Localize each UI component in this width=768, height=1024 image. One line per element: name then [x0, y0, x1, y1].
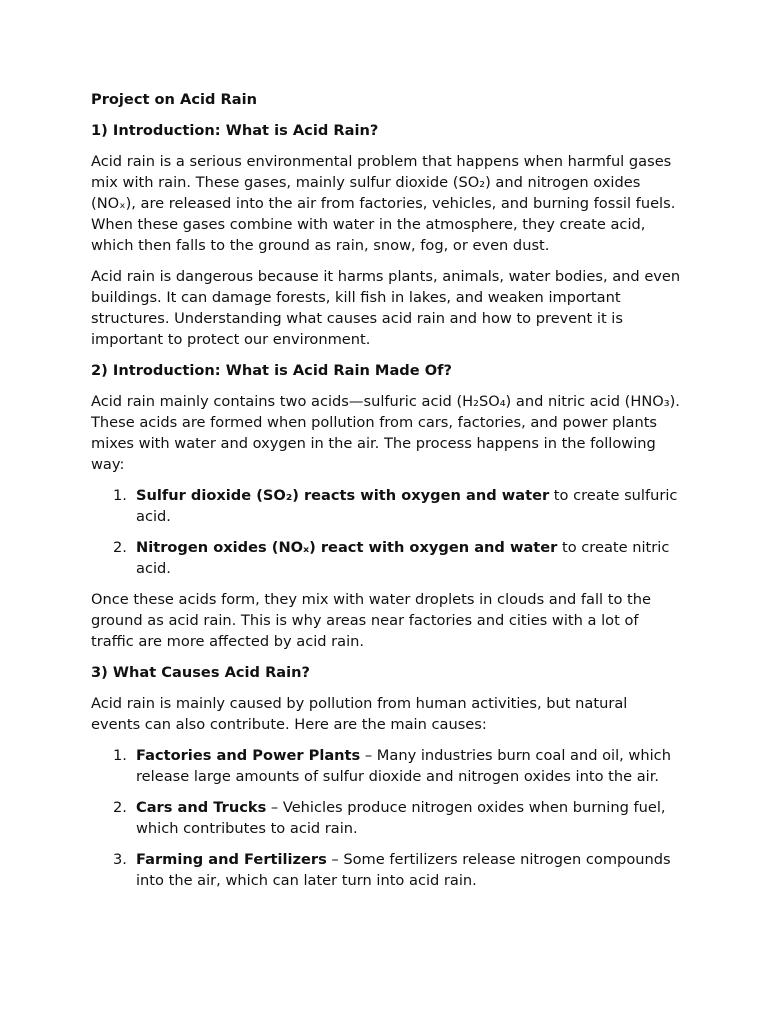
list-item [91, 849, 681, 891]
list-item-number: 1. [113, 747, 127, 764]
list-item-text: – Many industries burn coal and oil, which release large amounts of sulfur dioxide and nitrogen oxides into the air. [136, 747, 671, 785]
list-item [91, 485, 681, 527]
section-3-intro: Acid rain is mainly caused by pollution from human activities, but natural events can also contribute. Here are the main causes: [91, 695, 628, 733]
list-item-bold: Nitrogen oxides (NOₓ) react with oxygen and water [136, 539, 558, 556]
section-2-list [91, 485, 681, 579]
list-item-text: – Vehicles produce nitrogen oxides when burning fuel, which contributes to acid rain. [136, 799, 666, 837]
list-item [91, 745, 681, 787]
list-item-bold: Factories and Power Plants [136, 747, 361, 764]
list-item-bold: Cars and Trucks [136, 799, 267, 816]
list-item-number: 1. [113, 487, 127, 504]
list-item-text: – Some fertilizers release nitrogen compounds into the air, which can later turn into acid rain. [136, 851, 671, 889]
list-item-text: to create sulfuric acid. [136, 487, 678, 525]
section-heading-3: 3) What Causes Acid Rain? [91, 664, 311, 681]
document-body [91, 89, 681, 901]
list-item-bold: Farming and Fertilizers [136, 851, 327, 868]
section-3-list [91, 745, 681, 891]
section-heading-1: 1) Introduction: What is Acid Rain? [91, 122, 379, 139]
section-heading-2: 2) Introduction: What is Acid Rain Made Of? [91, 362, 452, 379]
list-item-bold: Sulfur dioxide (SO₂) reacts with oxygen and water [136, 487, 550, 504]
section-2-intro: Acid rain mainly contains two acids—sulfuric acid (H₂SO₄) and nitric acid (HNO₃). These acids are formed when pollution from cars, factories, and power plants mixes with water and oxygen in the air. The process happens in the following way: [91, 393, 680, 473]
list-item-number: 2. [113, 539, 127, 556]
document-title: Project on Acid Rain [91, 91, 257, 108]
section-1-paragraph-1: Acid rain is a serious environmental problem that happens when harmful gases mix with rain. These gases, mainly sulfur dioxide (SO₂) and nitrogen oxides (NOₓ), are released into the air from factories, vehicles, and burning fossil fuels. When these gases combine with water in the atmosphere, they create acid, which then falls to the ground as rain, snow, fog, or even dust. [91, 153, 676, 254]
list-item-number: 3. [113, 851, 127, 868]
section-2-outro: Once these acids form, they mix with water droplets in clouds and fall to the ground as acid rain. This is why areas near factories and cities with a lot of traffic are more affected by acid rain. [91, 591, 651, 650]
list-item [91, 537, 681, 579]
list-item-number: 2. [113, 799, 127, 816]
list-item-text: to create nitric acid. [136, 539, 670, 577]
section-1-paragraph-2: Acid rain is dangerous because it harms plants, animals, water bodies, and even buildings. It can damage forests, kill fish in lakes, and weaken important structures. Understanding what causes acid rain and how to prevent it is important to protect our environment. [91, 268, 681, 348]
list-item [91, 797, 681, 839]
